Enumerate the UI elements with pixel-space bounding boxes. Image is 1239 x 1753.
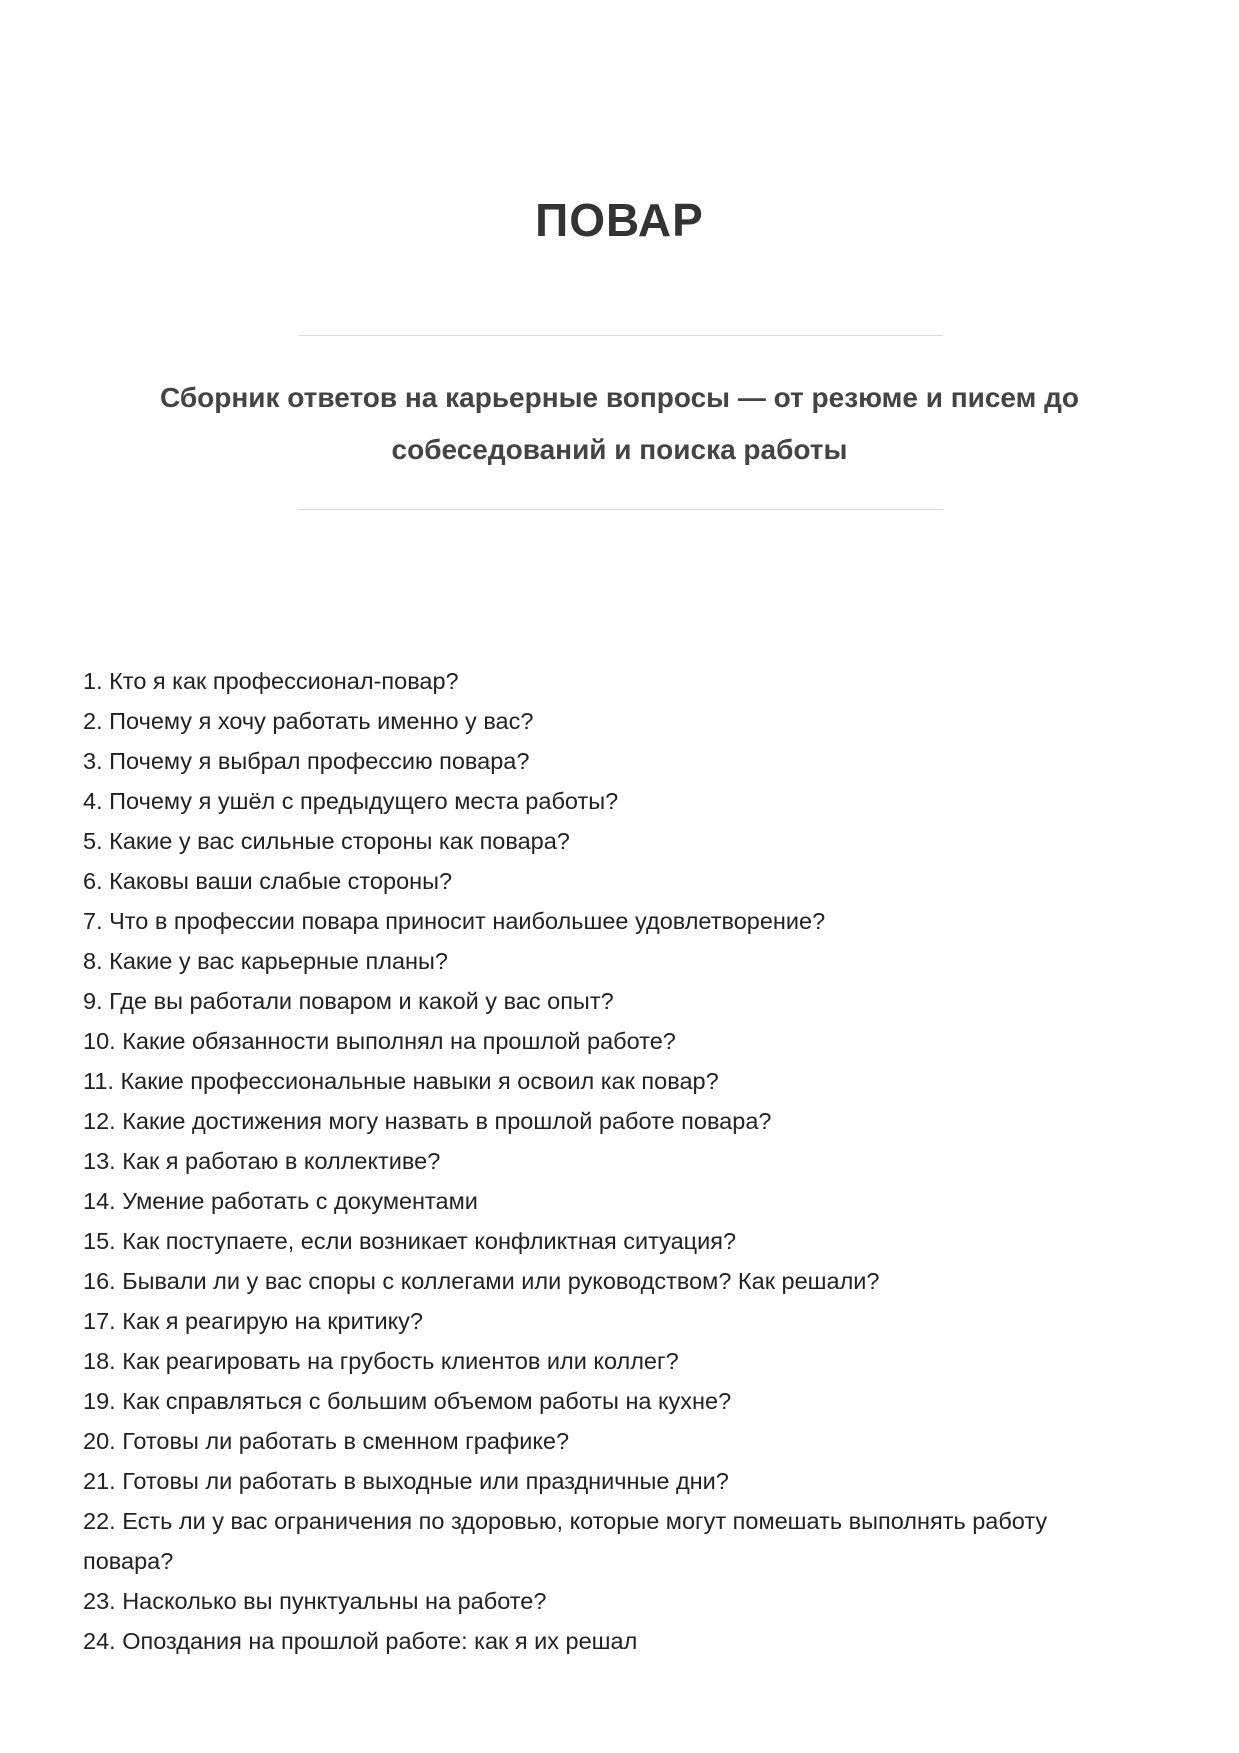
question-item: 10. Какие обязанности выполнял на прошлой работе? bbox=[83, 1028, 676, 1054]
divider-top bbox=[298, 335, 943, 336]
question-item: 21. Готовы ли работать в выходные или праздничные дни? bbox=[83, 1468, 729, 1494]
question-item: 2. Почему я хочу работать именно у вас? bbox=[83, 708, 534, 734]
divider-bottom bbox=[298, 509, 943, 510]
question-item: 11. Какие профессиональные навыки я освоил как повар? bbox=[83, 1068, 719, 1094]
question-item: 24. Опоздания на прошлой работе: как я их решал bbox=[83, 1628, 638, 1654]
question-item: 22. Есть ли у вас ограничения по здоровью, которые могут помешать выполнять работу повара? bbox=[83, 1508, 1048, 1574]
question-item: 4. Почему я ушёл с предыдущего места работы? bbox=[83, 788, 619, 814]
question-list bbox=[83, 661, 1133, 1661]
question-item: 3. Почему я выбрал профессию повара? bbox=[83, 748, 530, 774]
question-item: 7. Что в профессии повара приносит наибольшее удовлетворение? bbox=[83, 908, 826, 934]
page-subtitle: Сборник ответов на карьерные вопросы — от резюме и писем до собеседований и поиска работы bbox=[160, 382, 1079, 465]
question-item: 12. Какие достижения могу назвать в прошлой работе повара? bbox=[83, 1108, 772, 1134]
question-item: 6. Каковы ваши слабые стороны? bbox=[83, 868, 453, 894]
question-item: 20. Готовы ли работать в сменном графике? bbox=[83, 1428, 570, 1454]
question-item: 17. Как я реагирую на критику? bbox=[83, 1308, 423, 1334]
question-item: 1. Кто я как профессионал-повар? bbox=[83, 668, 459, 694]
question-item: 16. Бывали ли у вас споры с коллегами или руководством? Как решали? bbox=[83, 1268, 880, 1294]
question-item: 18. Как реагировать на грубость клиентов или коллег? bbox=[83, 1348, 679, 1374]
question-item: 15. Как поступаете, если возникает конфликтная ситуация? bbox=[83, 1228, 737, 1254]
question-item: 23. Насколько вы пунктуальны на работе? bbox=[83, 1588, 547, 1614]
question-item: 19. Как справляться с большим объемом работы на кухне? bbox=[83, 1388, 732, 1414]
question-item: 9. Где вы работали поваром и какой у вас опыт? bbox=[83, 988, 614, 1014]
question-item: 5. Какие у вас сильные стороны как повара? bbox=[83, 828, 570, 854]
question-item: 14. Умение работать с документами bbox=[83, 1188, 478, 1214]
question-item: 13. Как я работаю в коллективе? bbox=[83, 1148, 441, 1174]
question-item: 8. Какие у вас карьерные планы? bbox=[83, 948, 448, 974]
page-title: ПОВАР bbox=[535, 194, 704, 246]
